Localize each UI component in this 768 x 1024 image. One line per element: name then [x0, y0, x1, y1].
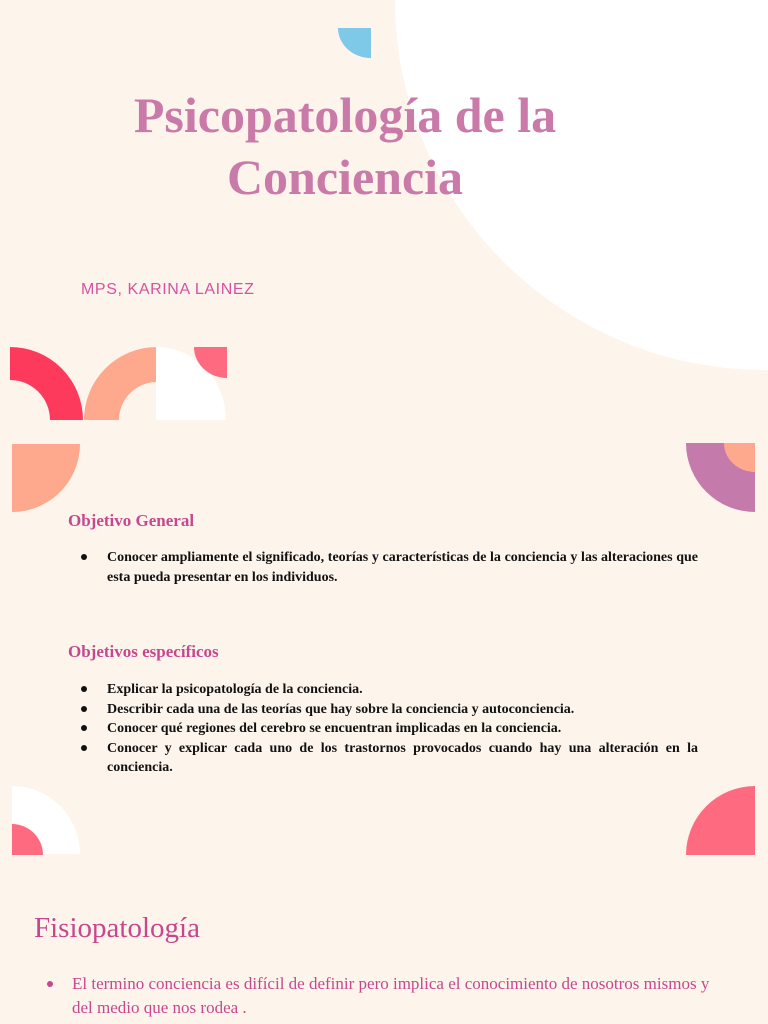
- list-item: Conocer y explicar cada uno de los trastornos provocados cuando hay una alteración en la conciencia.: [78, 739, 698, 778]
- fisiopatologia-heading: Fisiopatología: [34, 912, 200, 944]
- objetivos-especificos-list: [78, 680, 698, 778]
- author-name: MPS, KARINA LAINEZ: [81, 281, 255, 298]
- list-item: Conocer ampliamente el significado, teorías y características de la conciencia y las alteraciones que esta pueda presentar en los individuos.: [78, 548, 698, 587]
- page-title: [60, 84, 630, 208]
- decor-red-arch: [10, 347, 85, 422]
- fisiopatologia-list: [44, 972, 734, 1020]
- list-item: Describir cada una de las teorías que hay sobre la conciencia y autoconciencia.: [78, 700, 698, 720]
- decor-blue-quarter-circle: [338, 28, 372, 60]
- decor-salmon-arch: [84, 347, 159, 422]
- list-item: El termino conciencia es difícil de definir pero implica el conocimiento de nosotros mismos y del medio que nos rodea .: [44, 972, 734, 1020]
- objetivo-general-list: [78, 548, 698, 587]
- objetivo-general-heading: Objetivo General: [68, 511, 195, 530]
- decor-pink-quarter: [686, 786, 756, 856]
- objetivos-especificos-heading: Objetivos específicos: [68, 642, 219, 661]
- title-line-1: Psicopatología de la: [133, 87, 557, 143]
- decor-pink-small-quarter: [12, 824, 46, 856]
- list-item: Explicar la psicopatología de la conciencia.: [78, 680, 698, 700]
- decor-pink-quarter-circle: [194, 347, 228, 379]
- list-item: Conocer qué regiones del cerebro se encuentran implicadas en la conciencia.: [78, 719, 698, 739]
- title-line-2: Conciencia: [226, 149, 464, 205]
- decor-salmon-small-quarter: [724, 443, 756, 473]
- decor-salmon-quarter: [12, 444, 82, 514]
